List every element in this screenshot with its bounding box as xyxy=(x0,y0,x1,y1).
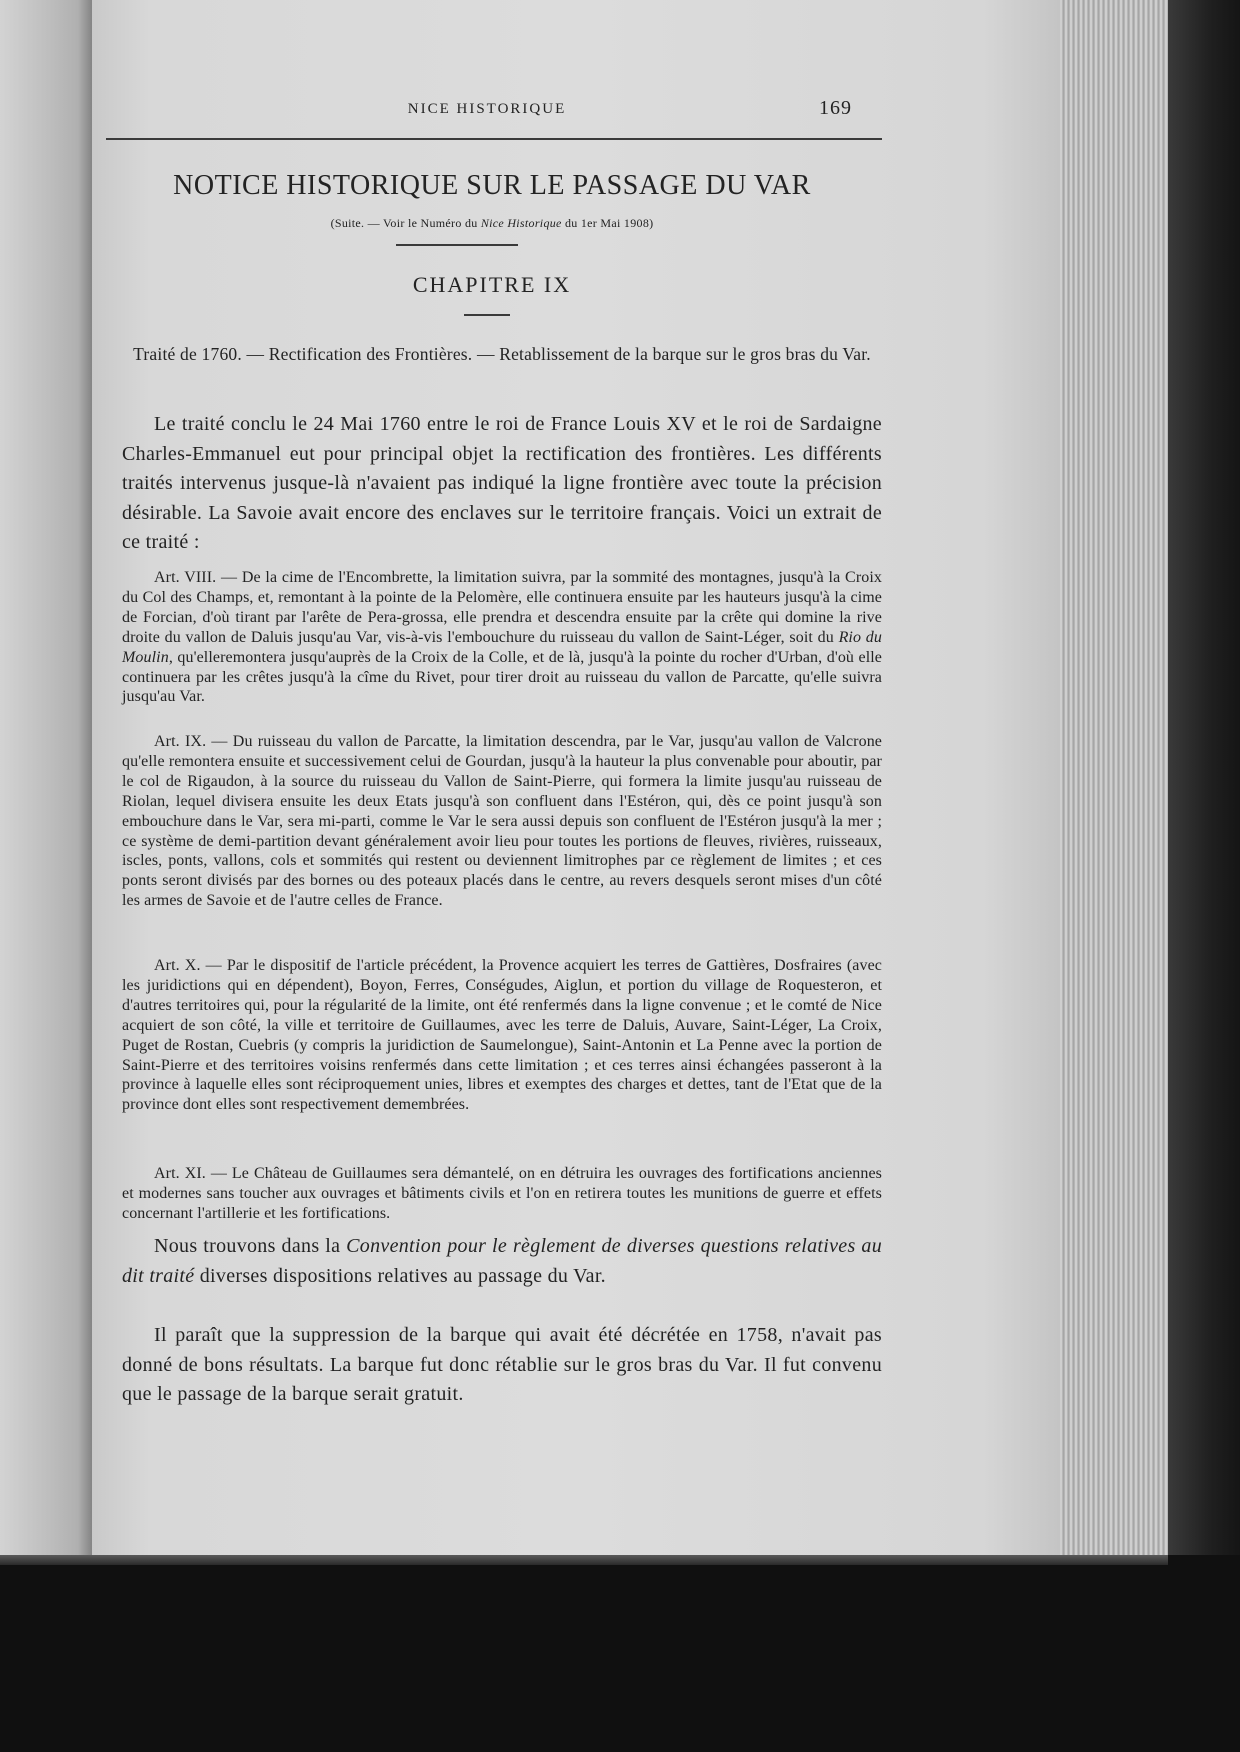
adjacent-page-edge xyxy=(0,0,92,1555)
continuation-note xyxy=(122,216,862,231)
article-x: Art. X. — Par le dispositif de l'article précédent, la Provence acquiert les terres de Gattières, Dosfraires (avec les juridictions qui en dépendent), Boyon, Ferres, Conségudes, Aiglun, et portion du village de Roquesteron, et d'autres territoires qui, pour la régularité de la limite, ont été renfermés dans la ligne convenue ; et le comté de Nice acquiert de son côté, la ville et territoire de Guillaumes, avec les terre de Daluis, Auvare, Saint-Léger, La Croix, Puget de Rostan, Cuebris (y compris la juridiction de Saumelongue), Saint-Antonin et La Penne avec la portion de Saint-Pierre et des territoires voisins renfermés dans cette limitation ; et ces terres ainsi échangées passeront à la province à laquelle elles sont réciproquement unies, libres et exemptes des charges et dettes, tant de l'Etat que de la province dont elles sont respectivement demembrées. xyxy=(122,957,882,1114)
article-ix: Art. IX. — Du ruisseau du vallon de Parcatte, la limitation descendra, par le Var, jusqu'au vallon de Valcrone qu'elle remontera ensuite et successivement celui de Gourdan, jusqu'à la hauteur la plus convenable pour aboutir, par le col de Rigaudon, à la source du ruisseau du Vallon de Saint-Pierre, qui formera la limite jusqu'au ruisseau de Riolan, lequel divisera ensuite les deux Etats jusqu'à son confluent dans l'Estéron, qui, dès ce point jusqu'à son embouchure dans le Var, sera mi-parti, comme le Var le sera aussi depuis son confluent de l'Estéron jusqu'à la mer ; ce système de demi-partition devant généralement avoir lieu pour toutes les portions de fleuves, rivières, ruisseaux, iscles, ponts, vallons, cols et sommités qui restent ou deviennent limitrophes par ce règlement de limites ; et ces ponts seront divisés par des bornes ou des poteaux placés dans le centre, au revers desquels seront mises d'un côté les armes de Savoie et de l'autre celles de France. xyxy=(122,733,882,910)
chapter-heading: CHAPITRE IX xyxy=(412,272,572,297)
gutter-shadow xyxy=(78,0,92,1555)
convention-title: Convention pour le règlement de diverses questions relatives au dit traité xyxy=(122,1235,883,1287)
page-number: 169 xyxy=(819,97,852,119)
running-head xyxy=(122,97,882,125)
article-viii xyxy=(122,568,882,707)
continuation-note-text: (Suite. — Voir le Numéro du xyxy=(330,216,481,230)
article-title: NOTICE HISTORIQUE SUR LE PASSAGE DU VAR xyxy=(173,170,811,201)
chapter-summary: Traité de 1760. — Rectification des Frontières. — Retablissement de la barque sur le gros bras du Var. xyxy=(133,344,871,364)
intro-paragraph: Le traité conclu le 24 Mai 1760 entre le roi de France Louis XV et le roi de Sardaigne Charles-Emmanuel eut pour principal objet la rectification des frontières. Les différents traités intervenus jusque-là n'avaient pas indiqué la ligne frontière avec toute la précision désirable. La Savoie avait encore des enclaves sur le territoire français. Voici un extrait de ce traité : xyxy=(122,413,882,553)
article-viii-italic: Rio du Moulin xyxy=(122,628,882,666)
page-stack-edge xyxy=(1060,0,1168,1560)
article-viii-text-end: , qu'elleremontera jusqu'auprès de la Croix de la Colle, et de là, jusqu'à la pointe du rocher d'Urban, d'où elle continuera par les crêtes jusqu'à la cîme du Rivet, pour tirer droit au ruisseau du vallon de Parcatte, qu'elle suivra jusqu'au Var. xyxy=(122,648,882,706)
header-rule xyxy=(106,138,882,140)
convention-text: Nous trouvons dans la xyxy=(154,1235,347,1257)
convention-text-end: diverses dispositions relatives au passage du Var. xyxy=(194,1264,606,1287)
continuation-note-date: du 1er Mai 1908) xyxy=(561,216,654,230)
book-cover-edge xyxy=(1168,0,1240,1752)
closing-paragraph: Il paraît que la suppression de la barque qui avait été décrétée en 1758, n'avait pas donné de bons résultats. La barque fut donc rétablie sur le gros bras du Var. Il fut convenu que le passage de la barque serait gratuit. xyxy=(122,1324,882,1405)
scan-background xyxy=(0,1555,1240,1752)
title-divider xyxy=(396,244,518,246)
chapter-divider xyxy=(464,314,510,316)
article-xi: Art. XI. — Le Château de Guillaumes sera démantelé, on en détruira les ouvrages des fortifications anciennes et modernes sans toucher aux ouvrages et bâtiments civils et l'on en retirera toutes les munitions de guerre et effets concernant l'artillerie et les fortifications. xyxy=(122,1165,882,1222)
convention-paragraph xyxy=(122,1232,882,1291)
running-head-title: NICE HISTORIQUE xyxy=(407,101,567,117)
journal-name: Nice Historique xyxy=(480,216,562,230)
page-bottom-edge xyxy=(0,1555,1168,1565)
article-viii-text: Art. VIII. — De la cime de l'Encombrette, la limitation suivra, par la sommité des montagnes, jusqu'à la Croix du Col des Champs, et, remontant à la pointe de la Pelomère, elle continuera ensuite par les hauteurs jusqu'à la cime de Forcian, d'où tirant par l'arête de Pera-grossa, elle prendra et descendra ensuite par la crête qui domine la rive droite du vallon de Daluis jusqu'au Var, vis-à-vis l'embouchure du ruisseau du vallon de Saint-Léger, soit du xyxy=(122,569,882,646)
